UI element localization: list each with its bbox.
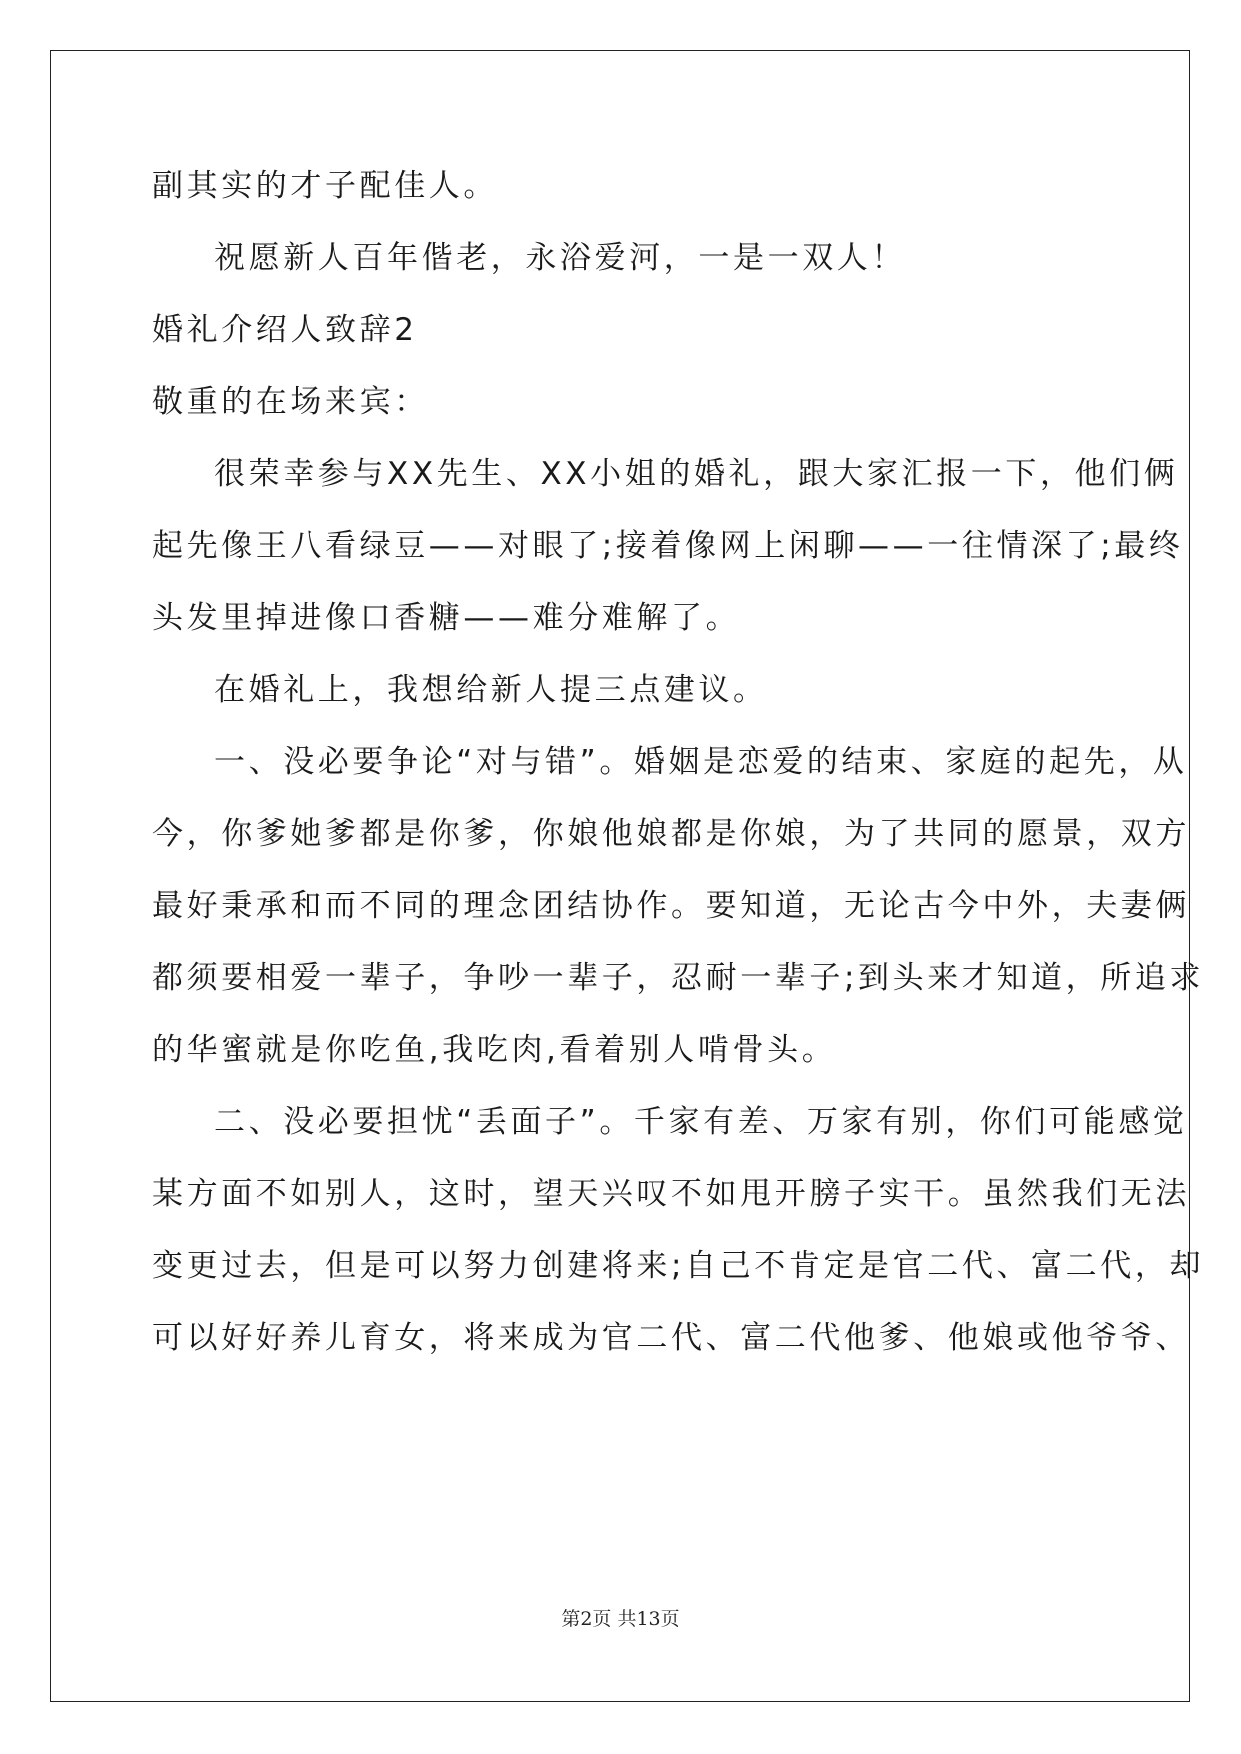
text-line-7: 头发里掉进像口香糖——难分难解了。 — [152, 600, 741, 636]
text-line-5: 很荣幸参与XX先生、XX小姐的婚礼，跟大家汇报一下，他们俩 — [214, 456, 1179, 492]
text-line-16: 变更过去，但是可以努力创建将来;自己不肯定是官二代、富二代，却 — [152, 1248, 1205, 1284]
text-line-2: 祝愿新人百年偕老，永浴爱河，一是一双人！ — [214, 240, 906, 276]
text-line-12: 都须要相爱一辈子，争吵一辈子，忍耐一辈子;到头来才知道，所追求 — [152, 960, 1205, 996]
page-number-footer: 第2页 共13页 — [561, 1608, 680, 1630]
text-line-1: 副其实的才子配佳人。 — [152, 168, 498, 204]
text-line-10: 今，你爹她爹都是你爹，你娘他娘都是你娘，为了共同的愿景，双方 — [152, 816, 1190, 852]
salutation: 敬重的在场来宾： — [152, 384, 429, 420]
text-line-9: 一、没必要争论“对与错”。婚姻是恋爱的结束、家庭的起先，从 — [214, 744, 1188, 780]
page-border — [50, 50, 1190, 1702]
text-line-14: 二、没必要担忧“丢面子”。千家有差、万家有别，你们可能感觉 — [214, 1104, 1188, 1140]
text-line-13: 的华蜜就是你吃鱼,我吃肉,看着别人啃骨头。 — [152, 1032, 837, 1068]
section-heading: 婚礼介绍人致辞2 — [152, 312, 418, 348]
text-line-6: 起先像王八看绿豆——对眼了;接着像网上闲聊——一往情深了;最终 — [152, 528, 1184, 564]
text-line-8: 在婚礼上，我想给新人提三点建议。 — [214, 672, 768, 708]
text-line-11: 最好秉承和而不同的理念团结协作。要知道，无论古今中外，夫妻俩 — [152, 888, 1190, 924]
text-line-17: 可以好好养儿育女，将来成为官二代、富二代他爹、他娘或他爷爷、 — [152, 1320, 1190, 1356]
text-line-15: 某方面不如别人，这时，望天兴叹不如甩开膀子实干。虽然我们无法 — [152, 1176, 1190, 1212]
